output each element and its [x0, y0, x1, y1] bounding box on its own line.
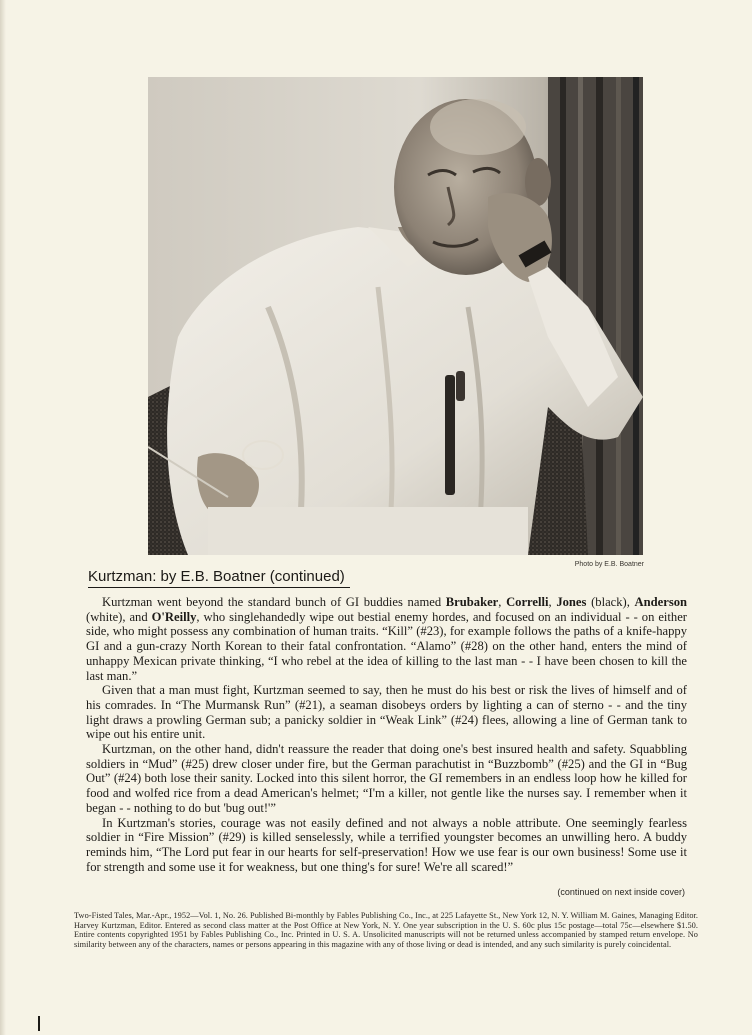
bold-name: O'Reilly — [151, 609, 197, 624]
bold-name: Anderson — [634, 595, 688, 609]
page-mark — [38, 1016, 40, 1031]
article-paragraph-3: Kurtzman, on the other hand, didn't reassure the reader that doing one's best insured health and safety. Squabbling soldiers in “Mud” (#25) drew closer under fire, but the German parachutist in “Buzzbomb” (#25) and the GI in “Bug Out” (#24) both lose their sanity. Locked into this silent horror, the GI remembers in an endless loop how he killed for food and wolfed rice from a dead American's helmet; “I'm a killer, not gentle like the nurses say. I remember when it began - - nothing to do but 'bug out!'” — [86, 742, 687, 815]
page-edge — [0, 0, 6, 1035]
bold-name: Correlli — [506, 595, 549, 609]
article-paragraph-1: Kurtzman went beyond the standard bunch of GI buddies named Brubaker, Correlli, Jones (black), Anderson (white), and O'Reilly, who singlehandedly wipe out bestial enemy hordes, and focused on an individual - - on either side, who might possess any combination of human traits. “Kill” (#23), for example follows the paths of a knife-happy GI and a gun-crazy North Korean to their fatal confrontation. “Alamo” (#28) on the other hand, enters the mind of unhappy Mexican private thinking, “I who rebel at the idea of killing to the last man - - I have been chosen to kill the last man.” — [86, 595, 688, 683]
bold-name: Brubaker — [445, 595, 499, 609]
bold-name: Jones — [556, 595, 587, 609]
portrait-photo-image — [148, 77, 643, 555]
photo-credit: Photo by E.B. Boatner — [574, 561, 644, 568]
continued-note: (continued on next inside cover) — [557, 887, 685, 897]
section-title: Kurtzman: by E.B. Boatner (continued) — [88, 568, 350, 588]
article-body — [86, 595, 687, 874]
article-paragraph-4: In Kurtzman's stories, courage was not easily defined and not always a noble attribute. One seemingly fearless soldier in “Fire Mission” (#29) is killed senselessly, while a terrified youngster becomes an unwilling hero. A buddy reminds him, “The Lord put fear in our hearts for self-preservation! How we use fear is our own business! Some use it for strength and some use it for weakness, but one thing's for sure! We're all scared!” — [86, 815, 687, 874]
article-paragraph-2: Given that a man must fight, Kurtzman seemed to say, then he must do his best or risk the lives of himself and of his comrades. In “The Murmansk Run” (#21), a seaman disobeys orders by lighting a can of sterno - - and the tiny light draws a prowling German sub; a panicky soldier in “Weak Link” (#24) flees, allowing a line of German tank to wipe out his entire unit. — [86, 683, 687, 742]
portrait-photo — [148, 77, 643, 555]
publication-footer: Two-Fisted Tales, Mar.-Apr., 1952—Vol. 1, No. 26. Published Bi-monthly by Fables Publishing Co., Inc., at 225 Lafayette St., New York 12, N. Y. William M. Gaines, Managing Editor. Harvey Kurtzman, Editor. Entered as second class matter at the Post Office at New York, N. Y. One year subscription in the U. S. 60c plus 15c postage—total 75c—elsewhere $1.50. Entire contents copyrighted 1951 by Fables Publishing Co., Inc. Printed in U. S. A. Unsolicited manuscripts will not be returned unless accompanied by stamped return envelope. No similarity between any of the characters, names or persons appearing in this magazine with any of those living or dead is intended, and any such similarity is purely coincidental. — [74, 911, 698, 949]
